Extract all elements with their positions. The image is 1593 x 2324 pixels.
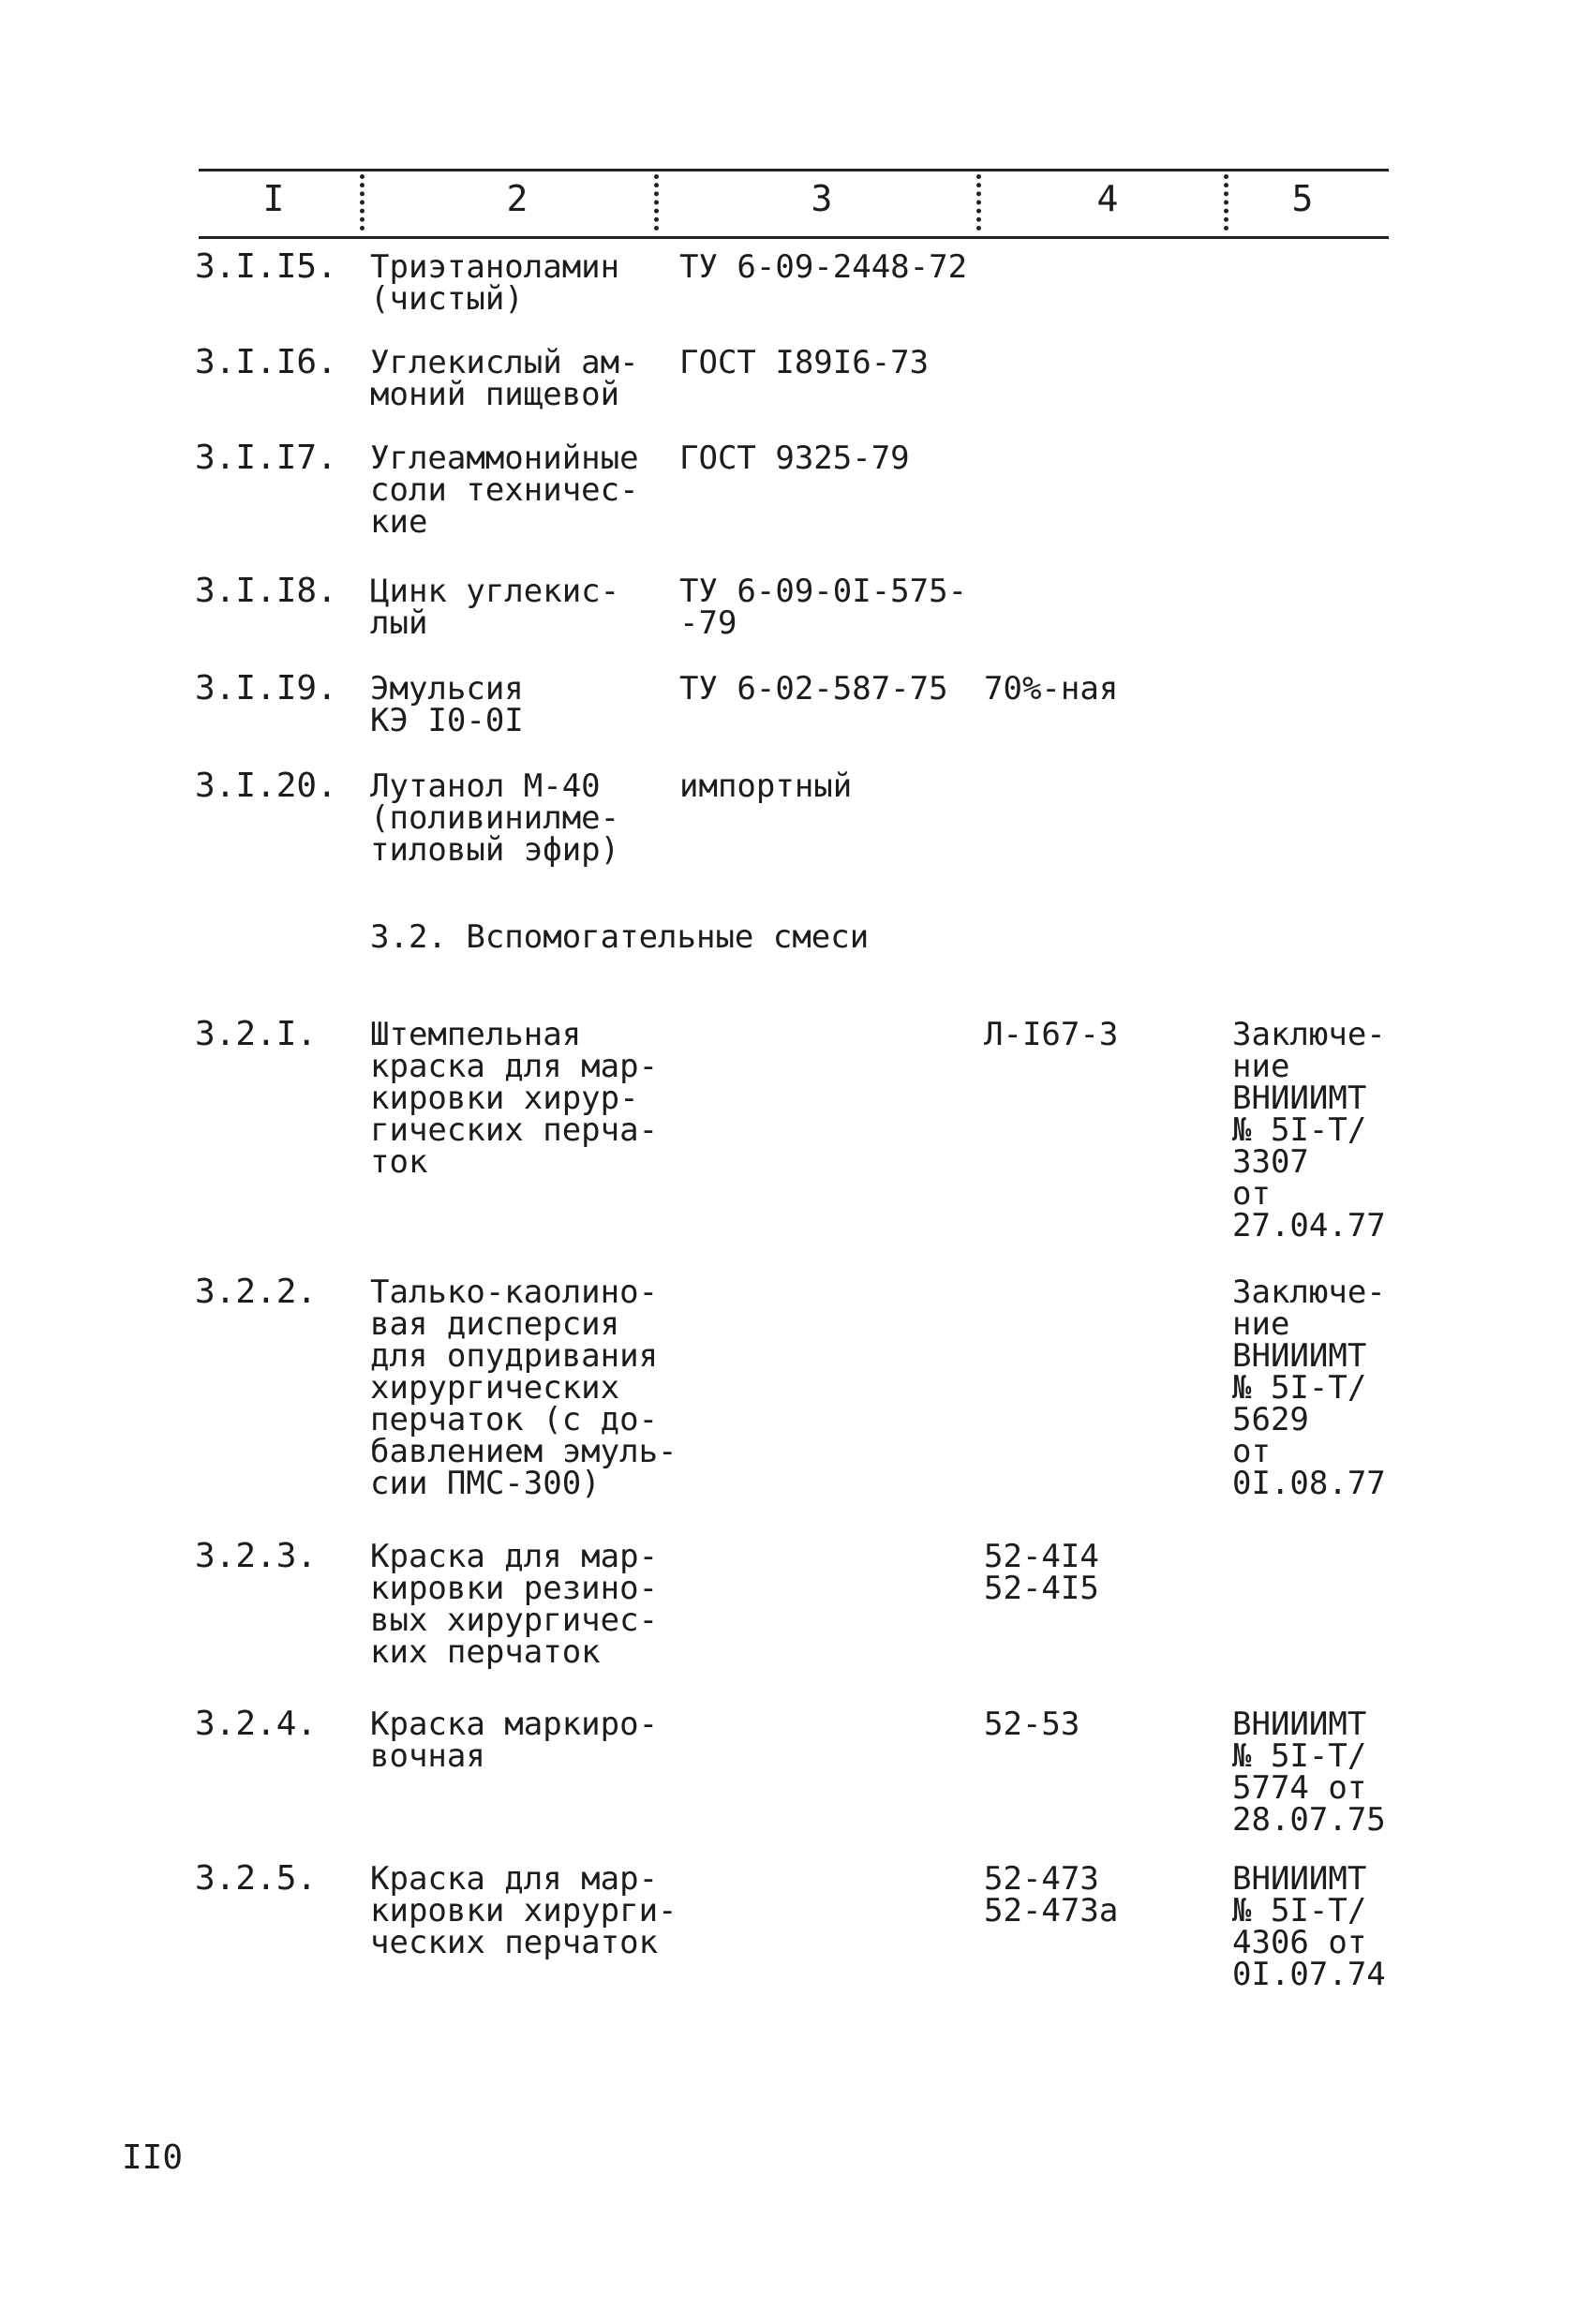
item-note-line: Заключе- [1232, 1016, 1386, 1053]
item-note [1232, 1860, 1386, 1993]
item-note-line: 0I.08.77 [1232, 1465, 1386, 1502]
item-name [370, 1016, 659, 1181]
item-grade [984, 1860, 1119, 1929]
item-note-line: Заключе- [1232, 1274, 1386, 1311]
item-number: 3.I.I7. [195, 439, 337, 477]
item-name-line: Триэтаноламин [370, 248, 620, 286]
item-note-line: от [1232, 1175, 1271, 1213]
item-name-line: вочная [370, 1737, 485, 1775]
item-standard [679, 344, 930, 381]
item-name-line: Цинк углекис- [370, 573, 620, 610]
item-name [370, 344, 639, 413]
item-name-line: Лутанол М-40 [370, 767, 601, 805]
item-grade-line: 52-4I4 [984, 1538, 1099, 1575]
item-name-line: ческих перчаток [370, 1924, 659, 1961]
item-note-line: 5629 [1232, 1401, 1309, 1438]
item-name-line: кировки хирур- [370, 1080, 639, 1117]
item-note-line: ВНИИИМТ [1232, 1337, 1367, 1375]
item-name-line: соли техничес- [370, 471, 639, 509]
item-number: 3.2.3. [195, 1537, 318, 1575]
item-standard [679, 573, 968, 642]
item-note-line: ВНИИИМТ [1232, 1706, 1367, 1743]
item-name-line: ток [370, 1143, 428, 1181]
item-name-line: Штемпельная [370, 1016, 582, 1053]
item-name-line: Эмульсия [370, 670, 524, 708]
item-name-line: лый [370, 604, 428, 642]
item-note-line: ВНИИИМТ [1232, 1080, 1367, 1117]
item-number: 3.I.I6. [195, 343, 337, 381]
item-name-line: хирургических [370, 1369, 620, 1407]
item-name-line: кие [370, 503, 428, 541]
column-head-5: 5 [1291, 178, 1314, 219]
item-name-line: Углекислый ам- [370, 344, 639, 381]
item-name [370, 248, 620, 318]
item-number: 3.I.I9. [195, 669, 337, 708]
item-name-line: Краска маркиро- [370, 1706, 659, 1743]
item-name-line: перчаток (с до- [370, 1401, 659, 1438]
item-name-line: тиловый эфир) [370, 831, 620, 869]
table-header-rule [199, 236, 1389, 239]
item-note-line: ние [1232, 1048, 1290, 1085]
item-number: 3.I.I5. [195, 247, 337, 286]
item-standard-line: ГОСТ 9325-79 [679, 439, 910, 477]
item-name-line: моний пищевой [370, 376, 620, 413]
item-name-line: вых хирургичес- [370, 1601, 659, 1639]
item-note [1232, 1706, 1386, 1839]
item-grade-line: 70%-ная [984, 670, 1119, 708]
item-name-line: краска для мар- [370, 1048, 659, 1085]
column-divider [976, 174, 981, 231]
item-note-line: 5774 от [1232, 1769, 1367, 1807]
item-name-line: Краска для мар- [370, 1538, 659, 1575]
item-note-line: № 5I-Т/ [1232, 1111, 1367, 1149]
item-note-line: № 5I-Т/ [1232, 1892, 1367, 1929]
item-standard-line: ТУ 6-09-0I-575- [679, 573, 968, 610]
item-name-line: кировки резино- [370, 1570, 659, 1607]
item-note-line: № 5I-Т/ [1232, 1369, 1367, 1407]
item-name [370, 1860, 677, 1961]
item-grade-line: 52-473а [984, 1892, 1119, 1929]
item-grade [984, 1538, 1099, 1607]
item-number: 3.2.5. [195, 1859, 318, 1898]
item-note [1232, 1274, 1386, 1502]
column-head-1: I [262, 178, 285, 219]
item-name-line: Краска для мар- [370, 1860, 659, 1898]
item-note-line: 3307 [1232, 1143, 1309, 1181]
item-name [370, 573, 620, 642]
column-divider [1224, 174, 1228, 231]
item-grade-line: Л-I67-3 [984, 1016, 1119, 1053]
item-name [370, 767, 620, 869]
item-number: 3.I.20. [195, 767, 337, 805]
item-note-line: 27.04.77 [1232, 1207, 1386, 1244]
item-standard-line: ГОСТ I89I6-73 [679, 344, 930, 381]
item-name [370, 1706, 659, 1775]
item-note-line: от [1232, 1433, 1271, 1470]
item-grade [984, 670, 1119, 708]
item-name-line: для опудривания [370, 1337, 659, 1375]
item-grade [984, 1706, 1080, 1743]
item-name [370, 1538, 659, 1671]
item-name-line: (чистый) [370, 280, 524, 318]
item-name-line: сии ПМС-300) [370, 1465, 601, 1502]
item-grade-line: 52-473 [984, 1860, 1099, 1898]
item-note-line: № 5I-Т/ [1232, 1737, 1367, 1775]
item-name-line: бавлением эмуль- [370, 1433, 677, 1470]
page-number: II0 [122, 2138, 184, 2177]
column-head-2: 2 [506, 178, 529, 219]
item-name-line: Углеаммонийные [370, 439, 639, 477]
item-standard-line: -79 [679, 604, 737, 642]
item-note-line: 4306 от [1232, 1924, 1367, 1961]
item-name-line: ких перчаток [370, 1633, 601, 1671]
column-divider [654, 174, 659, 231]
table-header [199, 174, 1389, 231]
section-title: 3.2. Вспомогательные смеси [370, 918, 870, 956]
item-note-line: 28.07.75 [1232, 1801, 1386, 1839]
item-name [370, 1274, 677, 1502]
item-note [1232, 1016, 1386, 1244]
item-standard [679, 670, 948, 708]
item-number: 3.2.I. [195, 1015, 318, 1053]
item-number: 3.2.4. [195, 1705, 318, 1743]
item-grade-line: 52-53 [984, 1706, 1080, 1743]
item-note-line: 0I.07.74 [1232, 1956, 1386, 1993]
column-head-3: 3 [811, 178, 833, 219]
item-name-line: (поливинилме- [370, 799, 620, 837]
item-standard-line: импортный [679, 767, 853, 805]
item-standard [679, 248, 968, 286]
item-name-line: вая дисперсия [370, 1305, 620, 1343]
item-standard [679, 439, 910, 477]
item-grade [984, 1016, 1119, 1053]
item-name [370, 670, 524, 739]
item-name-line: КЭ I0-0I [370, 702, 524, 739]
item-name-line: кировки хирурги- [370, 1892, 677, 1929]
table-top-rule [199, 169, 1389, 171]
item-grade-line: 52-4I5 [984, 1570, 1099, 1607]
item-name-line: гических перча- [370, 1111, 659, 1149]
item-name [370, 439, 639, 541]
item-name-line: Талько-каолино- [370, 1274, 659, 1311]
item-standard-line: ТУ 6-02-587-75 [679, 670, 948, 708]
item-standard-line: ТУ 6-09-2448-72 [679, 248, 968, 286]
item-number: 3.2.2. [195, 1273, 318, 1311]
item-standard [679, 767, 853, 805]
item-note-line: ВНИИИМТ [1232, 1860, 1367, 1898]
item-number: 3.I.I8. [195, 572, 337, 610]
column-divider [360, 174, 365, 231]
item-note-line: ние [1232, 1305, 1290, 1343]
column-head-4: 4 [1096, 178, 1119, 219]
